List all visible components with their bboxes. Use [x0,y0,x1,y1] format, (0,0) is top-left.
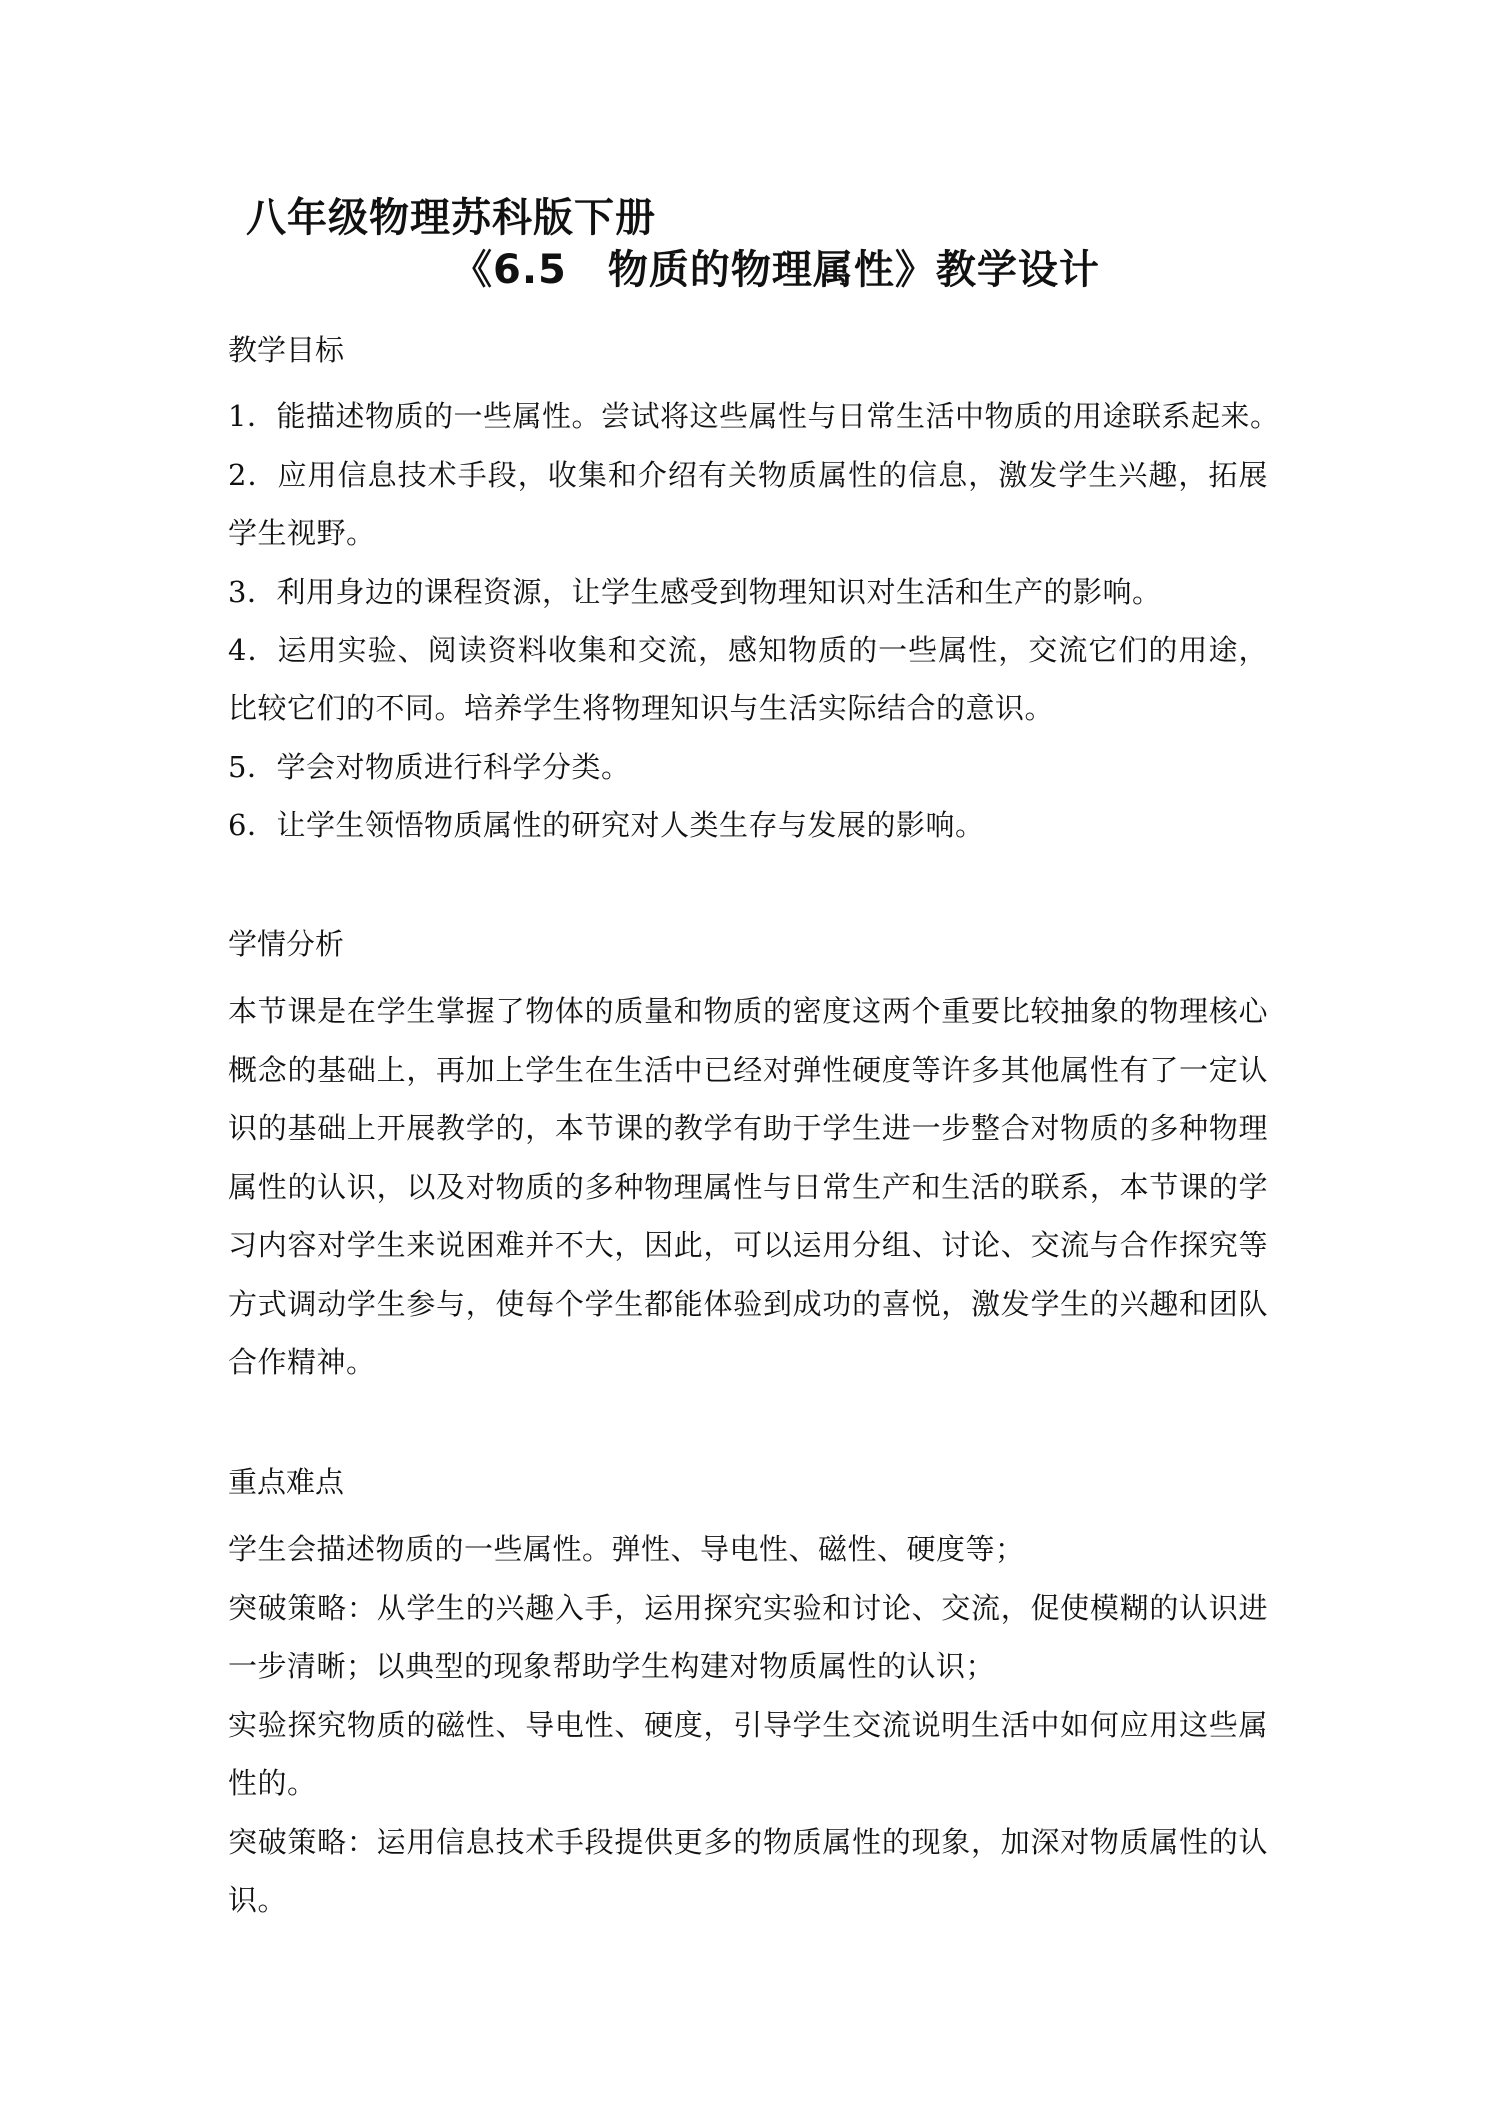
key-point-item: 突破策略：运用信息技术手段提供更多的物质属性的现象，加深对物质属性的认识。 [228,1825,1268,1917]
document-title-line1: 八年级物理苏科版下册 [246,195,656,241]
objective-item: 4．运用实验、阅读资料收集和交流，感知物质的一些属性，交流它们的用途，比较它们的不同。培养学生将物理知识与生活实际结合的意识。 [228,633,1268,725]
key-point-item: 突破策略：从学生的兴趣入手，运用探究实验和讨论、交流，促使模糊的认识进一步清晰；以典型的现象帮助学生构建对物质属性的认识； [228,1591,1268,1683]
key-point-item: 学生会描述物质的一些属性。弹性、导电性、磁性、硬度等； [228,1532,1025,1566]
document-title-line2: 《6.5 物质的物理属性》教学设计 [452,247,1100,293]
section-heading-analysis: 学情分析 [228,927,345,961]
objective-item: 5．学会对物质进行科学分类。 [228,750,631,784]
section-heading-objectives: 教学目标 [228,333,345,367]
analysis-paragraph: 本节课是在学生掌握了物体的质量和物质的密度这两个重要比较抽象的物理核心概念的基础上，再加上学生在生活中已经对弹性硬度等许多其他属性有了一定认识的基础上开展教学的，本节课的教学有助于学生进一步整合对物质的多种物理属性的认识，以及对物质的多种物理属性与日常生产和生活的联系，本节课的学习内容对学生来说困难并不大，因此，可以运用分组、讨论、交流与合作探究等方式调动学生参与，使每个学生都能体验到成功的喜悦，激发学生的兴趣和团队合作精神。 [228,994,1268,1379]
objective-item: 1．能描述物质的一些属性。尝试将这些属性与日常生活中物质的用途联系起来。 [228,399,1280,433]
key-point-item: 实验探究物质的磁性、导电性、硬度，引导学生交流说明生活中如何应用这些属性的。 [228,1708,1268,1800]
objective-item: 3．利用身边的课程资源，让学生感受到物理知识对生活和生产的影响。 [228,575,1162,609]
objective-item: 6．让学生领悟物质属性的研究对人类生存与发展的影响。 [228,808,985,842]
section-heading-key-points: 重点难点 [228,1465,345,1499]
objective-item: 2．应用信息技术手段，收集和介绍有关物质属性的信息，激发学生兴趣，拓展学生视野。 [228,458,1268,550]
